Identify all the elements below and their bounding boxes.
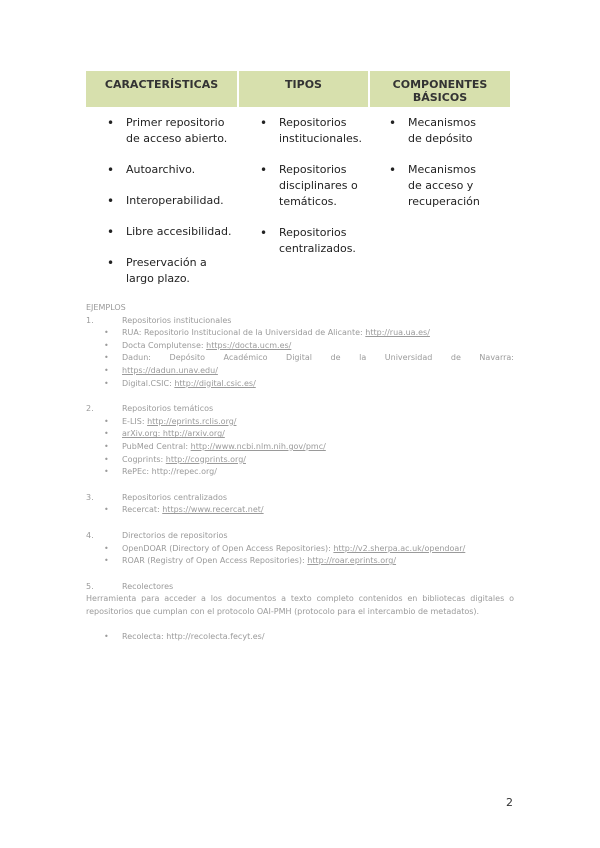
group-heading [86,403,514,416]
group-label: Recolectores [122,581,174,591]
componentes-cell [369,107,510,287]
group-label: Repositorios centralizados [122,492,228,502]
list-item [86,352,514,365]
group-heading [86,581,514,594]
link[interactable]: http://roar.eprints.org/ [307,556,397,566]
item-text: Dadun: Depósito Académico Digital de la Universidad de Navarra: [122,353,514,363]
list-item: • Repositorios disciplinares o temáticos. [238,162,369,210]
item-text: Recercat: [122,505,163,515]
item-text: PubMed Central: [122,441,191,451]
list-item: • Libre accesibilidad. [86,224,238,240]
link[interactable]: http://arxiv.org/ [162,429,225,439]
item-text: E-LIS: [122,416,148,426]
link[interactable]: https://dadun.unav.edu/ [122,365,218,375]
item-text: OpenDOAR (Directory of Open Access Repositories): [122,543,334,553]
group-number: 3. [86,492,94,502]
link[interactable]: http://rua.ua.es/ [365,328,430,338]
list-item [86,543,514,556]
link[interactable]: http://digital.csic.es/ [174,378,256,388]
link[interactable]: https://docta.ucm.es/ [206,340,292,350]
caracteristicas-cell [86,107,238,287]
link[interactable]: http://cogprints.org/ [165,454,246,464]
link[interactable]: http://v2.sherpa.ac.uk/opendoar/ [333,543,466,553]
list-item [86,631,514,644]
group-heading [86,530,514,543]
link[interactable]: https://www.recercat.net/ [162,505,264,515]
item-text: ROAR (Registry of Open Access Repositories): [122,556,308,566]
header-componentes: COMPONENTES BÁSICOS [369,71,510,107]
item-text: arXiv.org: [122,429,163,439]
examples-title: EJEMPLOS [86,303,126,312]
list-item [86,327,514,340]
list-item [86,340,514,353]
list-item: • Primer repositorio de acceso abierto. [86,115,238,147]
list-item [86,454,514,467]
item-text: RUA: Repositorio Institucional de la Universidad de Alicante: [122,328,366,338]
group-label: Repositorios institucionales [122,315,232,325]
recolectores-description: Herramienta para acceder a los documentos a texto completo contenidos en bibliotecas digitales o repositorios que cumplan con el protocolo OAI-PMH (protocolo para el intercambio de metadatos). [86,594,514,616]
link[interactable]: http://www.ncbi.nlm.nih.gov/pmc/ [190,441,326,451]
header-caracteristicas: CARACTERÍSTICAS [86,71,238,107]
list-item: • Interoperabilidad. [86,193,238,209]
examples-section [86,302,514,644]
list-item [86,378,514,391]
list-item [86,555,514,568]
group-label: Directorios de repositorios [122,530,228,540]
header-tipos: TIPOS [238,71,369,107]
list-item [86,441,514,454]
link[interactable]: http://eprints.rclis.org/ [147,416,237,426]
item-text: Docta Complutense: [122,340,207,350]
group-number: 2. [86,404,94,414]
page-number: 2 [506,796,513,809]
group-heading [86,315,514,328]
item-text: Digital.CSIC: [122,378,175,388]
group-number: 5. [86,581,94,591]
list-item [86,504,514,517]
list-item [86,428,514,441]
list-item: • Mecanismos de acceso y recuperación [369,162,510,210]
group-heading [86,492,514,505]
list-item: • Repositorios institucionales. [238,115,369,147]
group-number: 1. [86,315,94,325]
list-item: • Mecanismos de depósito [369,115,510,147]
list-item: • Preservación a largo plazo. [86,255,238,287]
item-text: Cogprints: [122,454,166,464]
item-text: RePEc: http://repec.org/ [122,467,217,477]
list-item [86,416,514,429]
list-item: • Repositorios centralizados. [238,225,369,257]
item-text: Recolecta: http://recolecta.fecyt.es/ [122,632,265,642]
repository-characteristics-table [86,71,510,287]
list-item-continuation [86,365,514,378]
tipos-cell [238,107,369,287]
list-item [86,466,514,479]
group-number: 4. [86,530,94,540]
group-label: Repositorios temáticos [122,404,214,414]
list-item: • Autoarchivo. [86,162,238,178]
